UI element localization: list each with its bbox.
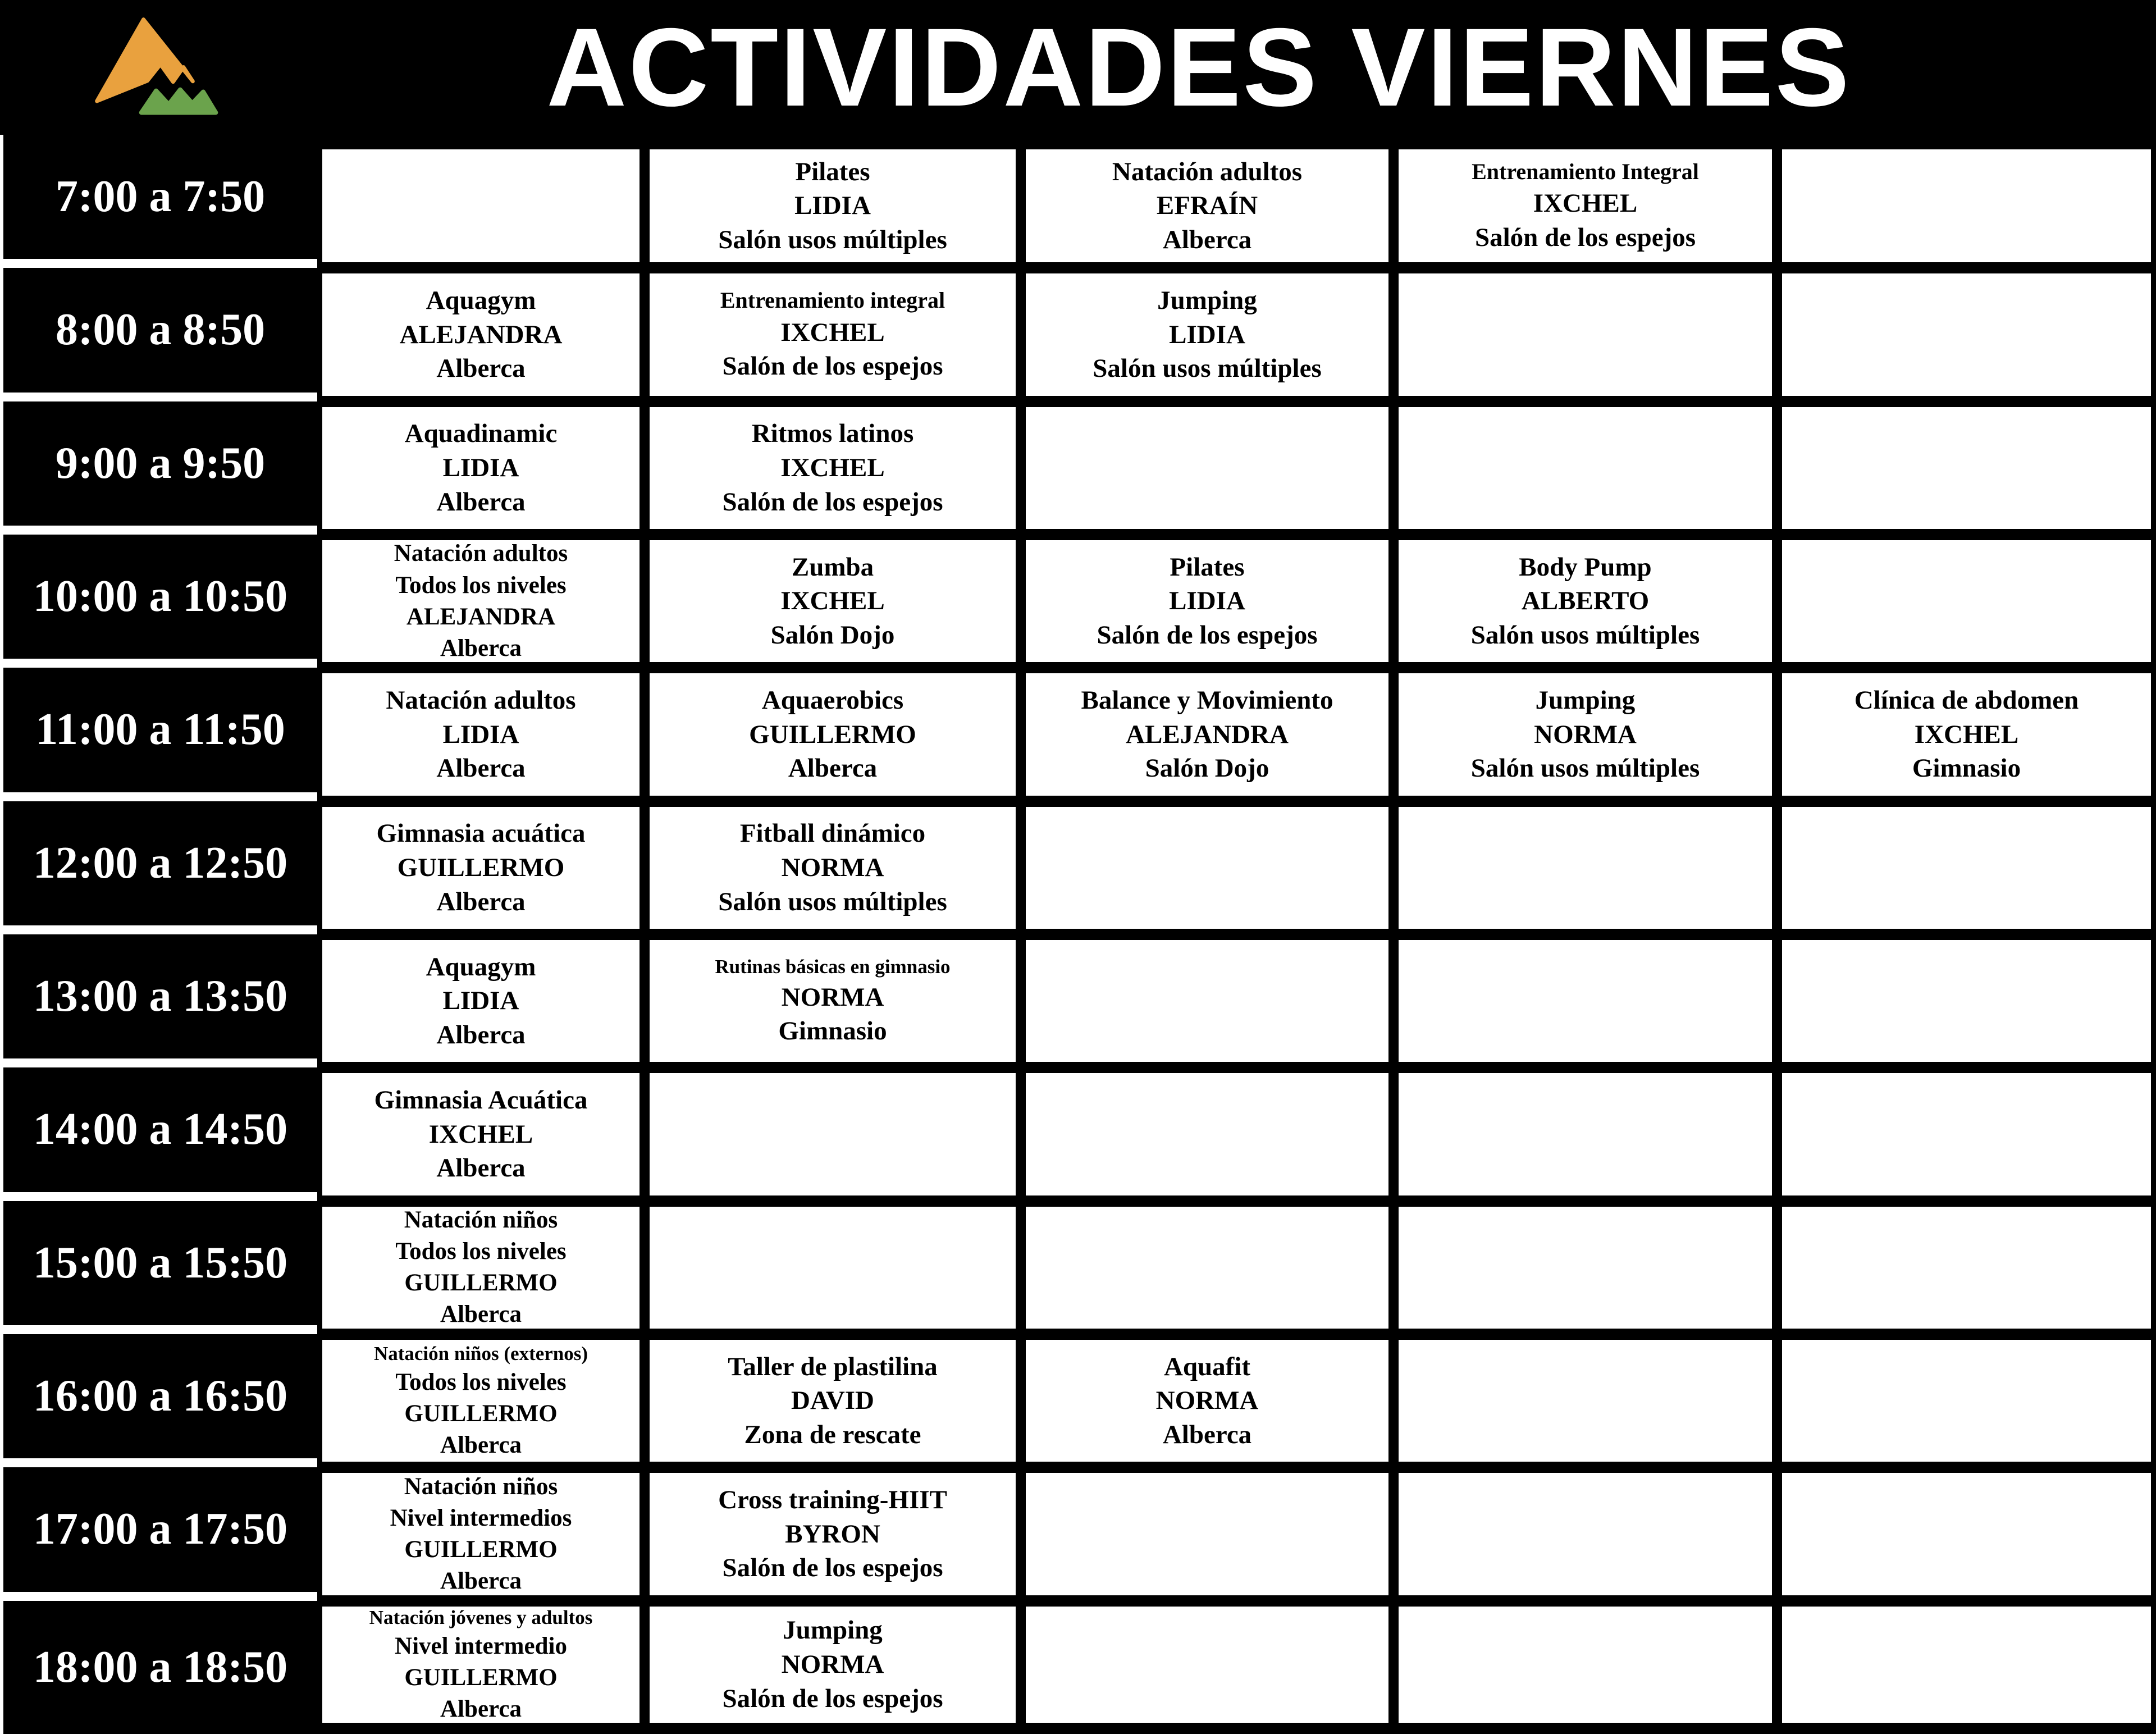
schedule-cell	[1021, 801, 1394, 934]
activity-name: Body Pump	[1519, 552, 1652, 582]
schedule-cell	[1021, 1067, 1394, 1201]
activity-location: Alberca	[436, 354, 526, 384]
activity-name: Taller de plastilina	[728, 1352, 938, 1381]
activity-card	[650, 1340, 1016, 1462]
activity-name: Aquafit	[1163, 1352, 1251, 1381]
activity-location: Salón usos múltiples	[1470, 754, 1700, 783]
activity-detail: GUILLERMO	[749, 719, 916, 749]
schedule-cell	[645, 1467, 1021, 1600]
activity-detail: NORMA	[781, 982, 884, 1012]
activity-name: Natación niños	[404, 1473, 558, 1500]
activity-location: Salón Dojo	[770, 620, 895, 650]
schedule-cell	[645, 401, 1021, 535]
activity-card	[322, 540, 640, 662]
schedule-cell	[1021, 1467, 1394, 1600]
activity-detail: ALEJANDRA	[406, 603, 556, 630]
schedule-cell	[1021, 668, 1394, 801]
schedule-cell	[1777, 1467, 2156, 1600]
activity-location: Alberca	[1162, 225, 1252, 254]
activity-card	[322, 407, 640, 529]
activity-location: Salón de los espejos	[722, 1553, 943, 1583]
time-slot: 11:00 a 11:50	[0, 668, 317, 801]
activity-location: Alberca	[440, 635, 522, 661]
empty-cell	[1782, 540, 2151, 662]
schedule-cell	[1777, 135, 2156, 268]
activity-name: Jumping	[1157, 286, 1257, 316]
activity-detail: Todos los niveles	[395, 572, 567, 599]
activity-detail: LIDIA	[442, 719, 519, 749]
activity-card	[322, 273, 640, 395]
empty-cell	[1782, 1073, 2151, 1195]
schedule-cell	[317, 801, 645, 934]
page-title: ACTIVIDADES VIERNES	[546, 5, 1851, 129]
schedule-cell	[317, 401, 645, 535]
activity-location: Gimnasio	[778, 1016, 887, 1046]
activity-card	[1026, 540, 1388, 662]
activity-name: Natación adultos	[394, 540, 568, 567]
schedule-cell	[1777, 1201, 2156, 1334]
activity-card	[650, 1473, 1016, 1595]
activity-card	[322, 1207, 640, 1329]
time-slot: 13:00 a 13:50	[0, 934, 317, 1067]
activity-detail: GUILLERMO	[397, 853, 565, 882]
activity-card	[650, 273, 1016, 395]
activity-detail: DAVID	[791, 1386, 874, 1416]
schedule-cell	[1394, 1334, 1777, 1467]
activity-location: Alberca	[440, 1568, 522, 1595]
activity-card	[1399, 540, 1772, 662]
schedule-cell	[645, 135, 1021, 268]
activity-location: Alberca	[436, 1020, 526, 1049]
activity-name: Natación adultos	[1112, 157, 1303, 186]
activity-location: Alberca	[440, 1696, 522, 1722]
mountain-ridge-green	[141, 90, 216, 113]
activity-name: Natación jóvenes y adultos	[369, 1606, 593, 1628]
schedule-cell	[645, 268, 1021, 401]
schedule-cell	[1021, 535, 1394, 668]
activity-name: Natación niños	[404, 1207, 558, 1233]
activity-card	[650, 673, 1016, 795]
activity-card	[650, 1607, 1016, 1723]
schedule-cell	[645, 1601, 1021, 1734]
schedule-cell	[1021, 1201, 1394, 1334]
schedule-cell	[645, 668, 1021, 801]
empty-cell	[1026, 1607, 1388, 1723]
schedule-cell	[1777, 801, 2156, 934]
activity-name: Gimnasia acuática	[376, 819, 586, 848]
schedule-cell	[1777, 934, 2156, 1067]
empty-cell	[1399, 1473, 1772, 1595]
activity-card	[1026, 149, 1388, 262]
activity-detail: EFRAÍN	[1156, 191, 1258, 221]
activity-name: Aquadinamic	[404, 419, 558, 449]
empty-cell	[1782, 807, 2151, 929]
schedule-cell	[317, 1067, 645, 1201]
activity-detail: NORMA	[781, 853, 884, 882]
schedule-cell	[1394, 1601, 1777, 1734]
schedule-cell	[645, 934, 1021, 1067]
activity-location: Salón de los espejos	[1474, 223, 1696, 253]
time-slot: 9:00 a 9:50	[0, 401, 317, 535]
activity-card	[1026, 1340, 1388, 1462]
empty-cell	[650, 1207, 1016, 1329]
activity-name: Aquagym	[426, 286, 536, 316]
schedule-cell	[317, 1467, 645, 1600]
activity-detail: LIDIA	[1169, 586, 1245, 616]
activity-location: Salón de los espejos	[722, 352, 943, 381]
empty-cell	[1782, 1473, 2151, 1595]
schedule-cell	[645, 1067, 1021, 1201]
activity-name: Balance y Movimiento	[1081, 686, 1333, 715]
activity-detail: Nivel intermedio	[395, 1632, 567, 1659]
activity-detail: LIDIA	[442, 453, 519, 482]
activity-detail: ALEJANDRA	[1126, 719, 1289, 749]
activity-detail: IXCHEL	[780, 586, 885, 616]
schedule-cell	[1777, 1067, 2156, 1201]
activity-location: Salón Dojo	[1145, 754, 1269, 783]
schedule-cell	[317, 1334, 645, 1467]
empty-cell	[1399, 1207, 1772, 1329]
activity-name: Aquaerobics	[761, 686, 904, 715]
schedule-cell	[317, 268, 645, 401]
empty-cell	[1026, 940, 1388, 1062]
activity-name: Jumping	[783, 1616, 883, 1645]
schedule-cell	[317, 1201, 645, 1334]
schedule-cell	[645, 535, 1021, 668]
activity-detail: GUILLERMO	[404, 1664, 558, 1691]
activity-detail: Todos los niveles	[395, 1369, 567, 1396]
activity-card	[1399, 149, 1772, 262]
activity-location: Alberca	[436, 487, 526, 517]
activity-detail: GUILLERMO	[404, 1270, 558, 1297]
activity-detail: ALEJANDRA	[399, 320, 563, 349]
schedule-cell	[1021, 401, 1394, 535]
empty-cell	[1399, 1073, 1772, 1195]
time-slot: 7:00 a 7:50	[0, 135, 317, 268]
empty-cell	[1026, 1207, 1388, 1329]
time-slot: 8:00 a 8:50	[0, 268, 317, 401]
activity-card	[1026, 673, 1388, 795]
activity-location: Salón usos múltiples	[718, 225, 947, 254]
schedule-cell	[317, 535, 645, 668]
activity-card	[322, 940, 640, 1062]
schedule-cell	[317, 135, 645, 268]
schedule-cell	[1394, 668, 1777, 801]
schedule-cell	[1394, 934, 1777, 1067]
empty-cell	[1399, 1607, 1772, 1723]
empty-cell	[1399, 407, 1772, 529]
activity-detail: LIDIA	[442, 986, 519, 1016]
activity-location: Alberca	[440, 1432, 522, 1459]
activity-name: Zumba	[791, 552, 874, 582]
time-slot: 17:00 a 17:50	[0, 1467, 317, 1600]
schedule-cell	[1777, 1334, 2156, 1467]
activity-detail: Nivel intermedios	[390, 1504, 572, 1531]
activity-location: Alberca	[440, 1301, 522, 1328]
activity-card	[1399, 673, 1772, 795]
activity-card	[650, 940, 1016, 1062]
schedule-cell	[1394, 1201, 1777, 1334]
empty-cell	[1399, 940, 1772, 1062]
activity-card	[650, 149, 1016, 262]
empty-cell	[322, 149, 640, 262]
activity-card	[322, 1607, 640, 1723]
schedule-cell	[1394, 1067, 1777, 1201]
activity-location: Alberca	[436, 887, 526, 916]
schedule-cell	[317, 934, 645, 1067]
activity-location: Salón de los espejos	[1097, 620, 1318, 650]
activity-card	[322, 1473, 640, 1595]
schedule-cell	[1394, 1467, 1777, 1600]
activity-name: Fitball dinámico	[739, 819, 926, 848]
empty-cell	[1782, 1340, 2151, 1462]
activity-detail: Todos los niveles	[395, 1238, 567, 1265]
activity-detail: NORMA	[1534, 719, 1637, 749]
schedule-cell	[1394, 401, 1777, 535]
activity-card	[322, 807, 640, 929]
schedule-cell	[1777, 535, 2156, 668]
header	[0, 0, 2156, 135]
activity-detail: NORMA	[1155, 1386, 1259, 1416]
empty-cell	[1399, 807, 1772, 929]
activity-detail: LIDIA	[794, 191, 871, 221]
activity-location: Alberca	[436, 754, 526, 783]
activity-name: Clínica de abdomen	[1854, 686, 2079, 715]
activity-card	[322, 1073, 640, 1195]
activity-name: Entrenamiento integral	[720, 287, 945, 313]
time-slot: 12:00 a 12:50	[0, 801, 317, 934]
schedule-cell	[317, 668, 645, 801]
schedule-cell	[1394, 801, 1777, 934]
empty-cell	[1026, 407, 1388, 529]
time-slot: 10:00 a 10:50	[0, 535, 317, 668]
activity-detail: LIDIA	[1169, 320, 1245, 349]
activity-detail: IXCHEL	[428, 1119, 533, 1149]
empty-cell	[1026, 1073, 1388, 1195]
activity-location: Salón usos múltiples	[1470, 620, 1700, 650]
activity-detail: IXCHEL	[780, 453, 885, 482]
activity-detail: NORMA	[781, 1650, 884, 1679]
time-slot: 16:00 a 16:50	[0, 1334, 317, 1467]
schedule-cell	[1394, 535, 1777, 668]
activity-name: Cross training-HIIT	[718, 1485, 947, 1515]
empty-cell	[650, 1073, 1016, 1195]
schedule-cell	[1394, 135, 1777, 268]
empty-cell	[1399, 273, 1772, 395]
activity-location: Salón de los espejos	[722, 487, 943, 517]
activity-name: Rutinas básicas en gimnasio	[715, 956, 951, 978]
activity-detail: BYRON	[785, 1519, 880, 1549]
activity-card	[1026, 273, 1388, 395]
schedule-cell	[1777, 1601, 2156, 1734]
activity-location: Salón usos múltiples	[1093, 354, 1322, 384]
empty-cell	[1026, 807, 1388, 929]
schedule-cell	[1021, 1601, 1394, 1734]
activity-location: Alberca	[436, 1153, 526, 1183]
schedule-cell	[1021, 934, 1394, 1067]
empty-cell	[1782, 940, 2151, 1062]
time-slot: 15:00 a 15:50	[0, 1201, 317, 1334]
empty-cell	[1782, 273, 2151, 395]
activity-detail: IXCHEL	[1533, 189, 1638, 218]
activity-location: Gimnasio	[1912, 754, 2021, 783]
activity-location: Zona de rescate	[744, 1420, 921, 1449]
schedule-cell	[1021, 135, 1394, 268]
schedule-cell	[317, 1601, 645, 1734]
activity-name: Pilates	[1170, 552, 1245, 582]
schedule-cell	[645, 1334, 1021, 1467]
activity-location: Alberca	[788, 754, 878, 783]
schedule-cell	[1394, 268, 1777, 401]
activity-detail: IXCHEL	[1914, 719, 2019, 749]
activity-detail: GUILLERMO	[404, 1536, 558, 1563]
schedule-cell	[1021, 1334, 1394, 1467]
activity-name: Entrenamiento Integral	[1472, 158, 1699, 184]
schedule-cell	[1777, 401, 2156, 535]
activity-detail: ALBERTO	[1521, 586, 1650, 616]
empty-cell	[1399, 1340, 1772, 1462]
time-slot: 18:00 a 18:50	[0, 1601, 317, 1734]
activity-card	[322, 1340, 640, 1462]
activity-name: Aquagym	[426, 952, 536, 982]
schedule-cell	[1021, 268, 1394, 401]
activity-card	[650, 540, 1016, 662]
empty-cell	[1782, 149, 2151, 262]
schedule-cell	[645, 801, 1021, 934]
mountains-icon	[89, 10, 223, 125]
activity-location: Alberca	[1162, 1420, 1252, 1449]
schedule-cell	[645, 1201, 1021, 1334]
activity-name: Natación niños (externos)	[373, 1342, 588, 1365]
activity-detail: IXCHEL	[780, 317, 885, 347]
empty-cell	[1026, 1473, 1388, 1595]
schedule-table	[0, 135, 2156, 1734]
schedule-cell	[1777, 668, 2156, 801]
activity-name: Natación adultos	[386, 686, 576, 715]
activity-name: Pilates	[795, 157, 870, 186]
empty-cell	[1782, 407, 2151, 529]
activity-detail: GUILLERMO	[404, 1400, 558, 1427]
activity-location: Salón usos múltiples	[718, 887, 947, 916]
time-slot: 14:00 a 14:50	[0, 1067, 317, 1201]
activity-name: Ritmos latinos	[751, 419, 914, 449]
empty-cell	[1782, 1607, 2151, 1723]
activity-location: Salón de los espejos	[722, 1683, 943, 1713]
activity-name: Gimnasia Acuática	[374, 1085, 588, 1115]
activity-card	[650, 807, 1016, 929]
schedule-cell	[1777, 268, 2156, 401]
activity-card	[322, 673, 640, 795]
activity-card	[650, 407, 1016, 529]
activity-card	[1782, 673, 2151, 795]
activity-name: Jumping	[1535, 686, 1636, 715]
empty-cell	[1782, 1207, 2151, 1329]
